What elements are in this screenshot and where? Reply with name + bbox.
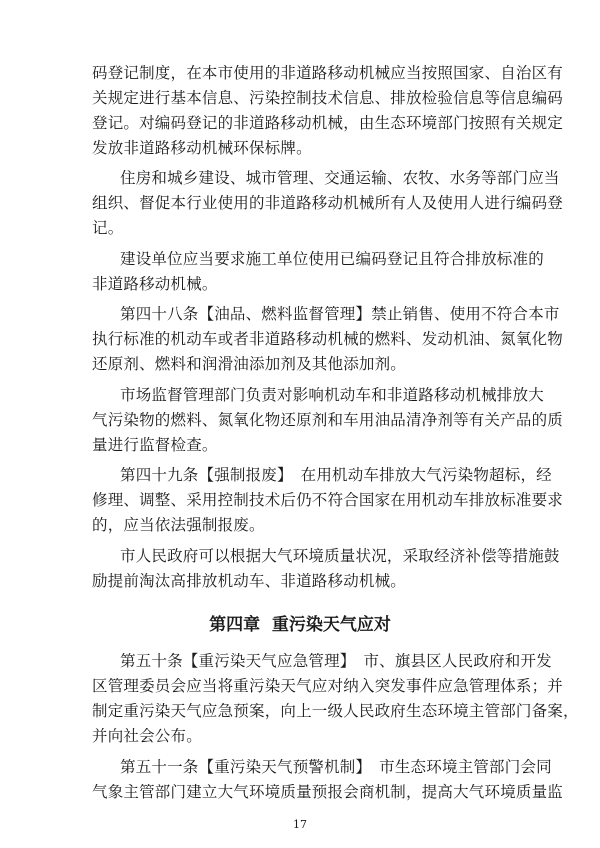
article-51-line: 第五十一条【重污染天气预警机制】 市生态环境主管部门会同 [120,757,552,776]
body-text-line: 关规定进行基本信息、污染控制技术信息、排放检验信息等信息编码 [92,89,564,107]
article-50-line: 第五十条【重污染天气应急管理】 市、旗县区人民政府和开发 [120,652,552,671]
body-text-line: 市人民政府可以根据大气环境质量状况，采取经济补偿等措施鼓 [120,546,560,565]
body-text-line: 并向社会公布。 [92,727,202,746]
article-48-line: 第四十八条【油品、燃料监督管理】禁止销售、使用不符合本市 [120,305,560,324]
body-text-line: 市场监督管理部门负责对影响机动车和非道路移动机械排放大 [120,385,544,404]
chapter-heading: 第四章 重污染天气应对 [209,615,391,636]
body-text-line: 住房和城乡建设、城市管理、交通运输、农牧、水务等部门应当 [120,169,560,188]
body-text-line: 码登记制度，在本市使用的非道路移动机械应当按照国家、自治区有 [92,64,564,82]
body-text-line: 登记。对编码登记的非道路移动机械，由生态环境部门按照有关规定 [92,114,564,132]
body-text-line: 修理、调整、采用控制技术后仍不符合国家在用机动车排放标准要求 [92,491,564,510]
body-text-line: 还原剂、燃料和润滑油添加剂及其他添加剂。 [92,355,407,374]
body-text-line: 区管理委员会应当将重污染天气应对纳入突发事件应急管理体系；并 [92,677,564,696]
body-text-line: 气污染物的燃料、氮氧化物还原剂和车用油品清净剂等有关产品的质 [92,410,564,429]
body-text-line: 量进行监督检查。 [92,435,218,454]
body-text-line: 的，应当依法强制报废。 [92,516,265,535]
body-text-line: 发放非道路移动机械环保标牌。 [92,139,312,158]
article-49-line: 第四十九条【强制报废】 在用机动车排放大气污染物超标，经 [120,466,552,485]
body-text-line: 记。 [92,219,124,238]
body-text-line: 建设单位应当要求施工单位使用已编码登记且符合排放标准的 [120,249,544,268]
body-text-line: 组织、督促本行业使用的非道路移动机械所有人及使用人进行编码登 [92,194,564,213]
body-text-line: 励提前淘汰高排放机动车、非道路移动机械。 [92,571,407,590]
body-text-line: 非道路移动机械。 [92,274,218,293]
body-text-line: 气象主管部门建立大气环境质量预报会商机制，提高大气环境质量监 [92,782,564,801]
body-text-line: 执行标准的机动车或者非道路移动机械的燃料、发动机油、氮氧化物 [92,330,564,349]
body-text-line: 制定重污染天气应急预案，向上一级人民政府生态环境主管部门备案， [92,702,579,721]
page-number: 17 [293,818,307,831]
